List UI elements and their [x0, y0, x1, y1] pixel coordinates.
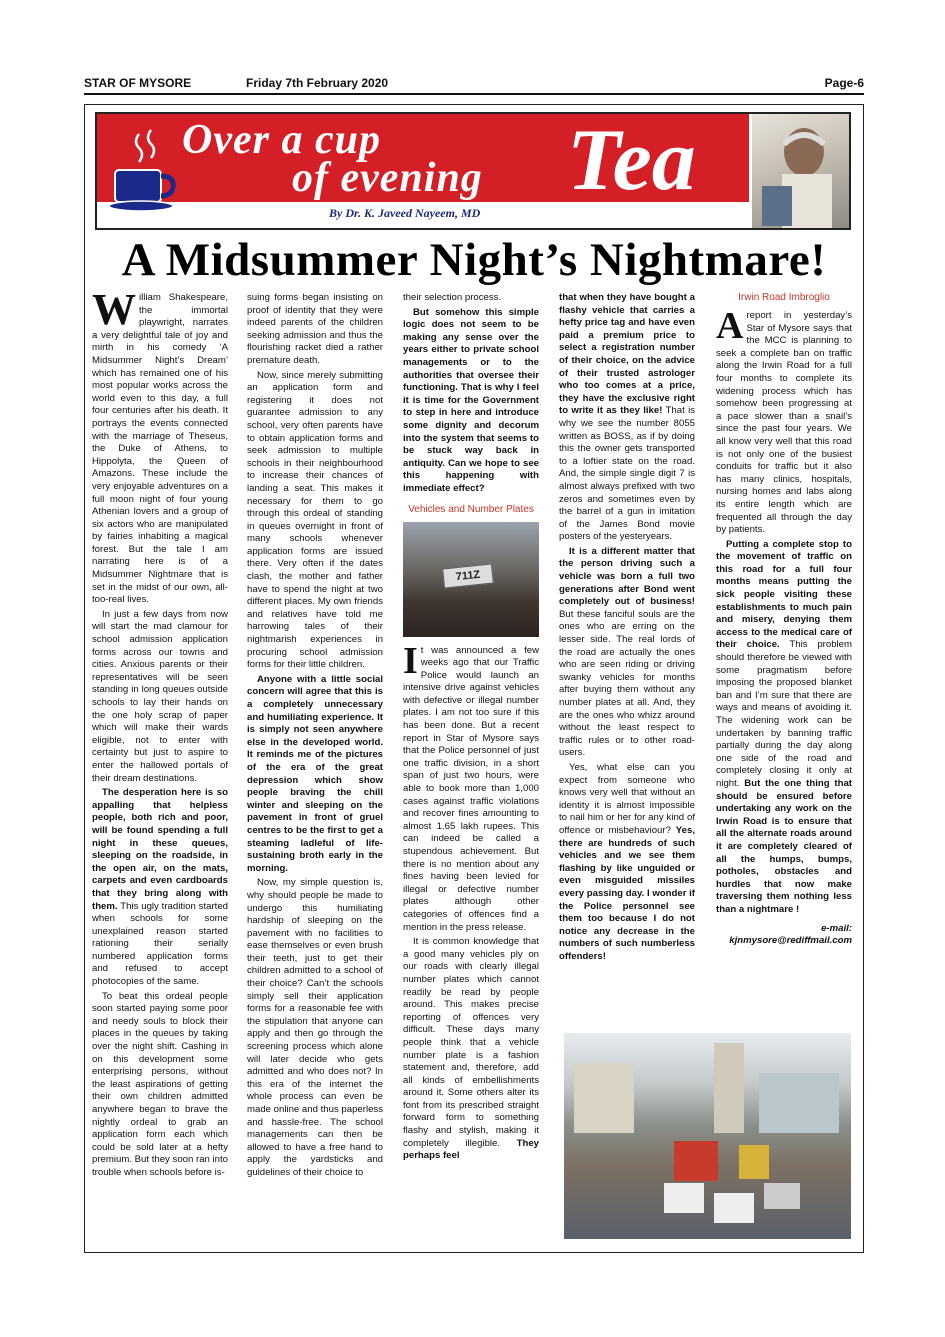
publication-name: STAR OF MYSORE — [84, 76, 192, 90]
column-banner — [95, 112, 851, 230]
drop-cap: A — [716, 305, 744, 347]
paragraph: Now, my simple question is, why should people be made to undergo this humiliating hardship of sleeping on the pavement with no facilities to ease themselves or even brush their teeth, just to get their children admitted to a school of their choice? Can’t the schools simply sell their application forms for a reasonable fee with the stipulation that anyone can apply and then go through the screening process which alone will later decide who gets admitted and who does not? In this era of the internet the whole process can even be made online and thus paperless and hassle-free. The school managements can then be allowed to have a free hand to apply the yardsticks and guidelines of their choice to — [247, 877, 384, 1178]
article-headline: A Midsummer Night’s Nightmare! — [121, 234, 827, 286]
paragraph-bold: Yes, there are hundreds of such vehicles and we see them flashing by like unguided or even misguided missiles every passing day. I wonder if the Police personnel see them too because I do not notice any decrease in the numbers of such numberless offenders! — [559, 824, 695, 962]
article-column-4 — [559, 292, 695, 965]
email-address[interactable]: kjnmysore@rediffmail.com — [729, 935, 852, 947]
paragraph-bold: It is a different matter that the person driving such a vehicle was born a full two generations after Bond went completely out of business! — [559, 545, 695, 608]
number-plate-photo — [403, 522, 539, 637]
paragraph: But these fanciful souls are the ones who are erring on the lesser side. The real lords of the road are actually the ones who are seen riding or driving swanky vehicles for months after buying them without any number plates at all. And, they are the ones who whizz around without the least respect to traffic rules or to other road-users. — [559, 608, 695, 759]
paragraph-bold: that when they have bought a flashy vehicle that carries a hefty price tag and have even paid a premium price to select a registration number of their choice, on the advice of their trusted astrologer who too comes at a price, they have the exclusive right to write it as they like! — [559, 292, 695, 417]
paragraph: To beat this ordeal people soon started paying some poor and needy souls to block their places in the queues by taking over the night shift. Cashing in on this development some enterprising persons, without the least aspirations of getting their own children admitted anywhere began to brave the nightly ordeal to grab an application form each which could be sold later at a hefty premium. But they soon ran into trouble when schools before is- — [92, 990, 228, 1178]
paragraph: suing forms began insisting on proof of identity that they were indeed parents of the children seeking admission and thus the flourishing racket died a rather premature death. — [247, 292, 383, 366]
paragraph-bold: They perhaps feel — [403, 1137, 540, 1162]
article-column-2 — [247, 292, 383, 1182]
article-column-1 — [92, 285, 228, 1182]
article-column-3 — [403, 292, 539, 1165]
paragraph: their selection process. — [403, 292, 502, 303]
paragraph-bold: Putting a complete stop to the movement of traffic on this road for a full four months means putting the sick people visiting these establishments to much pain and misery, denying them access to the medical care of their choice. — [716, 538, 852, 651]
irwin-road-photo — [564, 1033, 851, 1239]
paragraph: Yes, what else can you expect from someone who knows very well that without an identity it is almost impossible to nail him or her for any kind of offence or misbehaviour? — [559, 761, 695, 836]
paragraph: In just a few days from now will start the mad clamour for school admission application forms across our towns and cities. Anxious parents or their representatives will be seen standing in long queues outside schools to lay their hands on the one holy scrap of paper which will make their wards eligible, not to enter with certainty but just to aspire to enter the hallowed portals of their dream destinations. — [92, 608, 228, 784]
paragraph: It is common knowledge that a good many vehicles ply on our roads with clearly illegal number plates which cannot readily be read by people around. This makes precise reporting of offences very difficult. These days many people think that a vehicle number plate is a fashion statement and, therefore, add all kinds of embellishments around it. Some others alter its font from its prescribed straight forward form to something flashy and stylish, making it completely illegible. — [403, 936, 539, 1149]
article-column-5 — [716, 292, 852, 948]
plate-text: 711Z — [442, 563, 494, 588]
paragraph: t was announced a few weeks ago that our Traffic Police would launch an intensive drive against vehicles with defective or illegal number plates. I am not too sure if this has been done. But a recent report in Star of Mysore says that the Police personnel of just one traffic division, in a short span of just two hours, were able to book more than 1,000 cases against traffic violations and recover fines amounting to almost 1.65 lakh rupees. This can indeed be called a stupendous achievement. But there is no mention about any fines having been levied for illegal or defective number plates although other categories of offences find a mention in the press release. — [403, 644, 539, 933]
drop-cap: I — [403, 639, 418, 682]
header-rule — [84, 93, 864, 95]
page-header — [84, 76, 864, 92]
author-photo — [752, 114, 849, 228]
paragraph: This problem should therefore be viewed with some pragmatism before imposing the proposed blanket ban and I’m sure that there are ways and means of avoiding it. The widening work can be undertaken by banning traffic partially during the day along one side of the road and completely closing it only at night. — [716, 639, 853, 789]
paragraph: That is why we see the number 8055 written as BOSS, as if by doing this the owner gets transported to a loftier state on the road. And, the simple single digit 7 is almost always prefixed with two zeros and sometimes even by the barrel of a gun in imitation of the James Bond movie posters of the yesteryears. — [559, 405, 695, 543]
banner-title-line1: Over a cup — [182, 117, 381, 163]
paragraph: This ugly tradition started when schools for some unexplained reason started rationing their serially numbered application forms and refused to accept photocopies of the same. — [92, 900, 228, 988]
issue-date: Friday 7th February 2020 — [246, 76, 389, 90]
paragraph-bold: But the one thing that should be ensured before undertaking any work on the Irwin Road is to ensure that all the alternate roads around it are completely cleared of all the humps, bumps, potholes, obstacles and hurdles that now make traversing them nothing less than a nightmare ! — [716, 777, 852, 915]
paragraph: illiam Shakespeare, the immortal playwright, narrates a very delightful tale of joy and mirth in his comedy ‘A Midsummer Night’s Dream’ which has remained one of his most popular works across the world even to this day, a full four centuries after his death. It portrays the events connected with the marriage of Theseus, the Duke of Athens, to Hippolyta, the Queen of Amazons. These include the very enjoyable adventures on a full moon night of four young Athenian lovers and a group of six actors who are manipulated by fairies inhabiting a magical forest. But the tale I am narrating here is of a Midsummer Nightmare that is set in the midst of our own, all-too-real lives. — [92, 292, 228, 606]
paragraph-bold: The desperation here is so appalling that helpless people, both rich and poor, will be found spending a full night in these queues, sleeping on the roadside, in the open air, on the mats, carpets and even cardboards that they bring along with them. — [92, 787, 228, 912]
drop-cap: W — [92, 285, 136, 334]
paragraph-bold: Anyone with a little social concern will agree that this is a completely unnecessary and humiliating experience. It is simply not seen anywhere else in the developed world. It reminds me of the pictures of the era of the great depression which show people braving the chill winter and sleeping on the pavement in front of gruel centres to be the first to get a steaming ladleful of life-sustaining broth early in the morning. — [247, 673, 383, 874]
paragraph-bold: But somehow this simple logic does not seem to be making any sense over the years either to private school managements or to the authorities that oversee their functioning. That is why I feel it is time for the Government to step in here and introduce some dignity and decorum into the system that seems to be stuck way back in antiquity. Can we hope to see this happening with immediate effect? — [403, 306, 539, 494]
paragraph: Now, since merely submitting an application form and registering it does not guarantee admission to any school, very often parents have to obtain application forms and seek admission to multiple schools in their neighbourhood to increase their chances of landing a seat. This makes it necessary for them to go through this ordeal of standing in queues overnight in front of many schools whenever application forms are issued there. Very often if the dates clash, the mother and father have to spend the night at two different places. My own friends and relatives have told me harrowing tales of their nightmarish experiences in procuring school admission forms for their little children. — [247, 369, 383, 671]
paragraph: report in yesterday’s Star of Mysore says that the MCC is planning to seek a complete ban on traffic along the Irwin Road for a full four months to complete its widening process which has somehow been progressing at a pace slower than a snail’s since the past four years. We all know very well that this road is not only one of the busiest conduits for traffic but it also has many clinics, hospitals, nursing homes and labs along its entire length which are frequented all through the day by patients. — [716, 310, 852, 536]
banner-title-line2: of evening — [292, 155, 483, 201]
email-label: e-mail: — [821, 922, 852, 934]
page-number: Page-6 — [824, 76, 864, 90]
subheading-irwin-road: Irwin Road Imbroglio — [738, 292, 830, 303]
subheading-vehicles: Vehicles and Number Plates — [408, 503, 534, 515]
banner-title-tea: Tea — [567, 112, 696, 209]
author-byline: By Dr. K. Javeed Nayeem, MD — [329, 206, 481, 220]
